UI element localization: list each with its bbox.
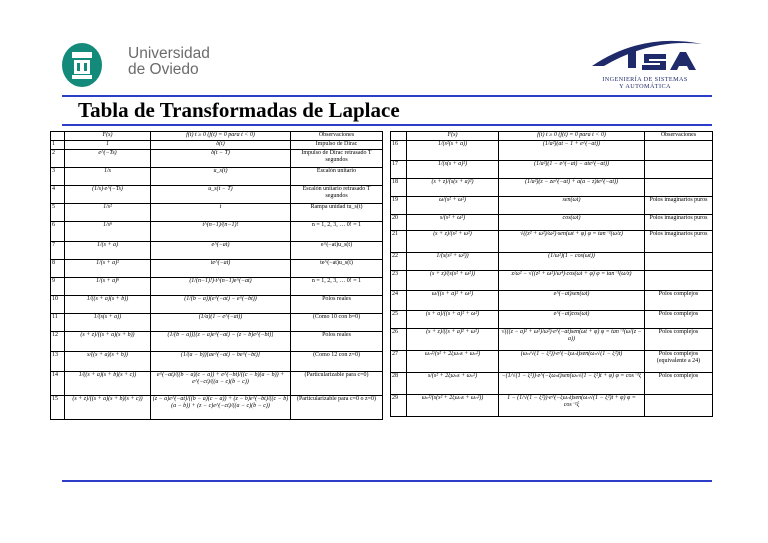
- transform-F: 1/(s(s² + ω²)): [407, 253, 499, 271]
- transform-F: 1/s: [65, 168, 151, 186]
- transform-F: ω/((s + a)² + ω²): [407, 291, 499, 311]
- table-row: [391, 253, 713, 271]
- observation: [645, 161, 713, 179]
- table-row: [51, 150, 383, 168]
- university-line2: de Oviedo: [128, 61, 199, 78]
- time-function-f: (1/a)(1 − e^(−at)): [151, 314, 291, 332]
- time-function-f: t^(n−1)/(n−1)!: [151, 222, 291, 242]
- observation: Polos imaginarios puros: [645, 231, 713, 253]
- transform-F: 1/(s + a)ⁿ: [65, 278, 151, 296]
- row-number: 5: [51, 204, 65, 222]
- table-row: [51, 314, 383, 332]
- time-function-f: e^(−at)cos(ωt): [499, 311, 645, 329]
- top-rule: [62, 95, 712, 97]
- table-row: [51, 332, 383, 352]
- transform-F: s/(s² + ω²): [407, 215, 499, 231]
- row-number: 9: [51, 278, 65, 296]
- row-number: 15: [51, 396, 65, 420]
- isa-logo: [582, 36, 706, 74]
- time-function-f: √((z² + ω²)/ω²)·sen(ωt + φ) φ = tan⁻¹(ω/z): [499, 231, 645, 253]
- row-number: 7: [51, 242, 65, 260]
- observation: Escalón unitario: [291, 168, 383, 186]
- time-function-f: cos(ωt): [499, 215, 645, 231]
- observation: Polos imaginarios puros: [645, 215, 713, 231]
- row-number: 3: [51, 168, 65, 186]
- title-underline: [62, 124, 712, 126]
- transform-F: 1/(s + a): [65, 242, 151, 260]
- transform-F: (s + z)/(s(s² + ω²)): [407, 271, 499, 291]
- table-header-row: [391, 132, 713, 141]
- row-number: 18: [391, 179, 407, 197]
- table-row: [51, 222, 383, 242]
- time-function-f: te^(−at): [151, 260, 291, 278]
- time-function-f: (1/ω²)(1 − cos(ωt)): [499, 253, 645, 271]
- table-row: [391, 373, 713, 395]
- row-number: 14: [51, 372, 65, 396]
- transform-F: (s + z)/((s + a)(s + b)): [65, 332, 151, 352]
- observation: n = 1, 2, 3, … 0! = 1: [291, 222, 383, 242]
- header-number: [391, 132, 407, 141]
- table-row: [391, 351, 713, 373]
- header-F: F(s): [65, 132, 151, 141]
- table-row: [391, 179, 713, 197]
- time-function-f: (1/a²)(1 − e^(−at) − ate^(−at)): [499, 161, 645, 179]
- observation: (Particularizable para c=0): [291, 372, 383, 396]
- row-number: 16: [391, 141, 407, 161]
- row-number: 2: [51, 150, 65, 168]
- time-function-f: u_s(t): [151, 168, 291, 186]
- row-number: 25: [391, 311, 407, 329]
- time-function-f: (1/a²)(at − 1 + e^(−at)): [499, 141, 645, 161]
- transform-F: (s + z)/((s + a)² + ω²): [407, 329, 499, 351]
- transform-F: (s + z)/(s(s + a)²): [407, 179, 499, 197]
- time-function-f: (1/a²)(z − ze^(−at) + a(a − z)te^(−at)): [499, 179, 645, 197]
- row-number: 12: [51, 332, 65, 352]
- table-row: [51, 278, 383, 296]
- time-function-f: u_s(t − T): [151, 186, 291, 204]
- row-number: 28: [391, 373, 407, 395]
- observation: [645, 395, 713, 417]
- time-function-f: sen(ωt): [499, 197, 645, 215]
- isa-line2: Y AUTOMÁTICA: [619, 83, 671, 90]
- row-number: 17: [391, 161, 407, 179]
- table-row: [51, 296, 383, 314]
- isa-subtitle: [580, 76, 710, 90]
- table-row: [51, 186, 383, 204]
- row-number: 8: [51, 260, 65, 278]
- time-function-f: (1/(b − a))[(z − a)e^(−at) − (z − b)e^(−bt)]: [151, 332, 291, 352]
- row-number: 29: [391, 395, 407, 417]
- observation: e^(−at)u_s(t): [291, 242, 383, 260]
- observation: Polos complejos: [645, 373, 713, 395]
- header-F: F(s): [407, 132, 499, 141]
- transform-F: 1/((s + a)(s + b)(s + c)): [65, 372, 151, 396]
- header-number: [51, 132, 65, 141]
- observation: Polos imaginarios puros: [645, 197, 713, 215]
- row-number: 10: [51, 296, 65, 314]
- table-row: [51, 141, 383, 150]
- transform-F: ωₙ²/(s(s² + 2ξωₙs + ωₙ²)): [407, 395, 499, 417]
- transform-F: s/((s + a)(s + b)): [65, 352, 151, 372]
- table-header-row: [51, 132, 383, 141]
- time-function-f: (1/(b − a))(e^(−at) − e^(−bt)): [151, 296, 291, 314]
- table-row: [391, 161, 713, 179]
- row-number: 6: [51, 222, 65, 242]
- table-row: [391, 197, 713, 215]
- row-number: 26: [391, 329, 407, 351]
- row-number: 11: [51, 314, 65, 332]
- transform-F: (1/s)·e^(−Ts): [65, 186, 151, 204]
- row-number: 23: [391, 271, 407, 291]
- observation: Impulso de Dirac: [291, 141, 383, 150]
- table-row: [51, 242, 383, 260]
- transform-F: (s + a)/((s + a)² + ω²): [407, 311, 499, 329]
- transform-F: 1/s²: [65, 204, 151, 222]
- observation: Impulso de Dirac retrasado T segundos: [291, 150, 383, 168]
- observation: [645, 253, 713, 271]
- table-row: [51, 372, 383, 396]
- header-observaciones: Observaciones: [291, 132, 383, 141]
- university-name: [128, 46, 210, 78]
- page-title: Tabla de Transformadas de Laplace: [78, 98, 400, 122]
- table-row: [51, 204, 383, 222]
- observation: Polos reales: [291, 296, 383, 314]
- time-function-f: δ(t): [151, 141, 291, 150]
- observation: te^(−at)u_s(t): [291, 260, 383, 278]
- observation: Polos complejos: [645, 291, 713, 311]
- table-row: [391, 231, 713, 253]
- row-number: 1: [51, 141, 65, 150]
- transform-F: 1: [65, 141, 151, 150]
- transform-F: 1/sⁿ: [65, 222, 151, 242]
- observation: Escalón unitario retrasado T segundos: [291, 186, 383, 204]
- time-function-f: −(1/√(1 − ξ²))·e^(−ξωₙt)sen(ωₙ√(1 − ξ²)t + φ) φ = cos⁻¹ξ: [499, 373, 645, 395]
- row-number: 21: [391, 231, 407, 253]
- time-function-f: (1/(a − b))[ae^(−at) − be^(−bt)]: [151, 352, 291, 372]
- time-function-f: √(((z − a)² + ω²)/ω²)·e^(−at)sen(ωt + φ) φ = tan⁻¹(ω/(z − a)): [499, 329, 645, 351]
- header-observaciones: Observaciones: [645, 132, 713, 141]
- time-function-f: 1 − (1/√(1 − ξ²))·e^(−ξωₙt)sen(ωₙ√(1 − ξ²)t + φ) φ = cos⁻¹ξ: [499, 395, 645, 417]
- laplace-table-right: [390, 131, 713, 417]
- observation: Polos complejos (equivalente a 24): [645, 351, 713, 373]
- observation: (Particularizable para c=0 o z=0): [291, 396, 383, 420]
- time-function-f: (z − a)e^(−at)/((b − a)(c − a)) + (z − b)e^(−bt)/((c − b)(a − b)) + (z − c)e^(−ct)/((a − c)(b − c)): [151, 396, 291, 420]
- transform-F: ωₙ²/(s² + 2ξωₙs + ωₙ²): [407, 351, 499, 373]
- table-row: [391, 395, 713, 417]
- time-function-f: e^(−at)/((b − a)(c − a)) + e^(−bt)/((c − b)(a − b)) + e^(−ct)/((a − c)(b − c)): [151, 372, 291, 396]
- row-number: 24: [391, 291, 407, 311]
- transform-F: 1/(s(s + a)): [65, 314, 151, 332]
- row-number: 27: [391, 351, 407, 373]
- table-row: [391, 311, 713, 329]
- header-f: f(t) t ≥ 0 (f(t) = 0 para t < 0): [151, 132, 291, 141]
- transform-F: e^(−Ts): [65, 150, 151, 168]
- observation: n = 1, 2, 3, … 0! = 1: [291, 278, 383, 296]
- row-number: 20: [391, 215, 407, 231]
- row-number: 4: [51, 186, 65, 204]
- table-row: [51, 396, 383, 420]
- row-number: 19: [391, 197, 407, 215]
- time-function-f: e^(−at)sen(ωt): [499, 291, 645, 311]
- header-f: f(t) t ≥ 0 (f(t) = 0 para t < 0): [499, 132, 645, 141]
- table-row: [391, 215, 713, 231]
- isa-line1: INGENIERÍA DE SISTEMAS: [602, 76, 688, 83]
- transform-F: 1/(s(s + a)²): [407, 161, 499, 179]
- time-function-f: e^(−at): [151, 242, 291, 260]
- laplace-table-left: [50, 131, 383, 420]
- row-number: 13: [51, 352, 65, 372]
- transform-F: s/(s² + 2ξωₙs + ωₙ²): [407, 373, 499, 395]
- table-row: [51, 168, 383, 186]
- observation: (Como 10 con b=0): [291, 314, 383, 332]
- time-function-f: t: [151, 204, 291, 222]
- observation: Polos complejos: [645, 329, 713, 351]
- table-row: [51, 260, 383, 278]
- observation: Rampa unidad tu_s(t): [291, 204, 383, 222]
- transform-F: (s + z)/(s² + ω²): [407, 231, 499, 253]
- table-row: [51, 352, 383, 372]
- table-row: [391, 329, 713, 351]
- table-row: [391, 141, 713, 161]
- time-function-f: z/ω² − √((z² + ω²)/ω⁴)·cos(ωt + φ) φ = tan⁻¹(ω/z): [499, 271, 645, 291]
- transform-F: 1/((s + a)(s + b)): [65, 296, 151, 314]
- bottom-rule: [62, 480, 712, 482]
- observation: Polos complejos: [645, 311, 713, 329]
- row-number: 22: [391, 253, 407, 271]
- university-line1: Universidad: [128, 45, 210, 62]
- table-row: [391, 271, 713, 291]
- observation: Polos reales: [291, 332, 383, 352]
- university-seal-logo: [60, 40, 116, 90]
- time-function-f: (1/(n−1)!)·t^(n−1)e^(−at): [151, 278, 291, 296]
- time-function-f: (ωₙ/√(1 − ξ²))·e^(−ξωₙt)sen(ωₙ√(1 − ξ²)t): [499, 351, 645, 373]
- observation: (Como 12 con z=0): [291, 352, 383, 372]
- transform-F: 1/(s + a)²: [65, 260, 151, 278]
- transform-F: 1/(s²(s + a)): [407, 141, 499, 161]
- observation: [645, 141, 713, 161]
- transform-F: (s + z)/((s + a)(s + b)(s + c)): [65, 396, 151, 420]
- observation: [645, 271, 713, 291]
- observation: [645, 179, 713, 197]
- transform-F: ω/(s² + ω²): [407, 197, 499, 215]
- time-function-f: δ(t − T): [151, 150, 291, 168]
- table-row: [391, 291, 713, 311]
